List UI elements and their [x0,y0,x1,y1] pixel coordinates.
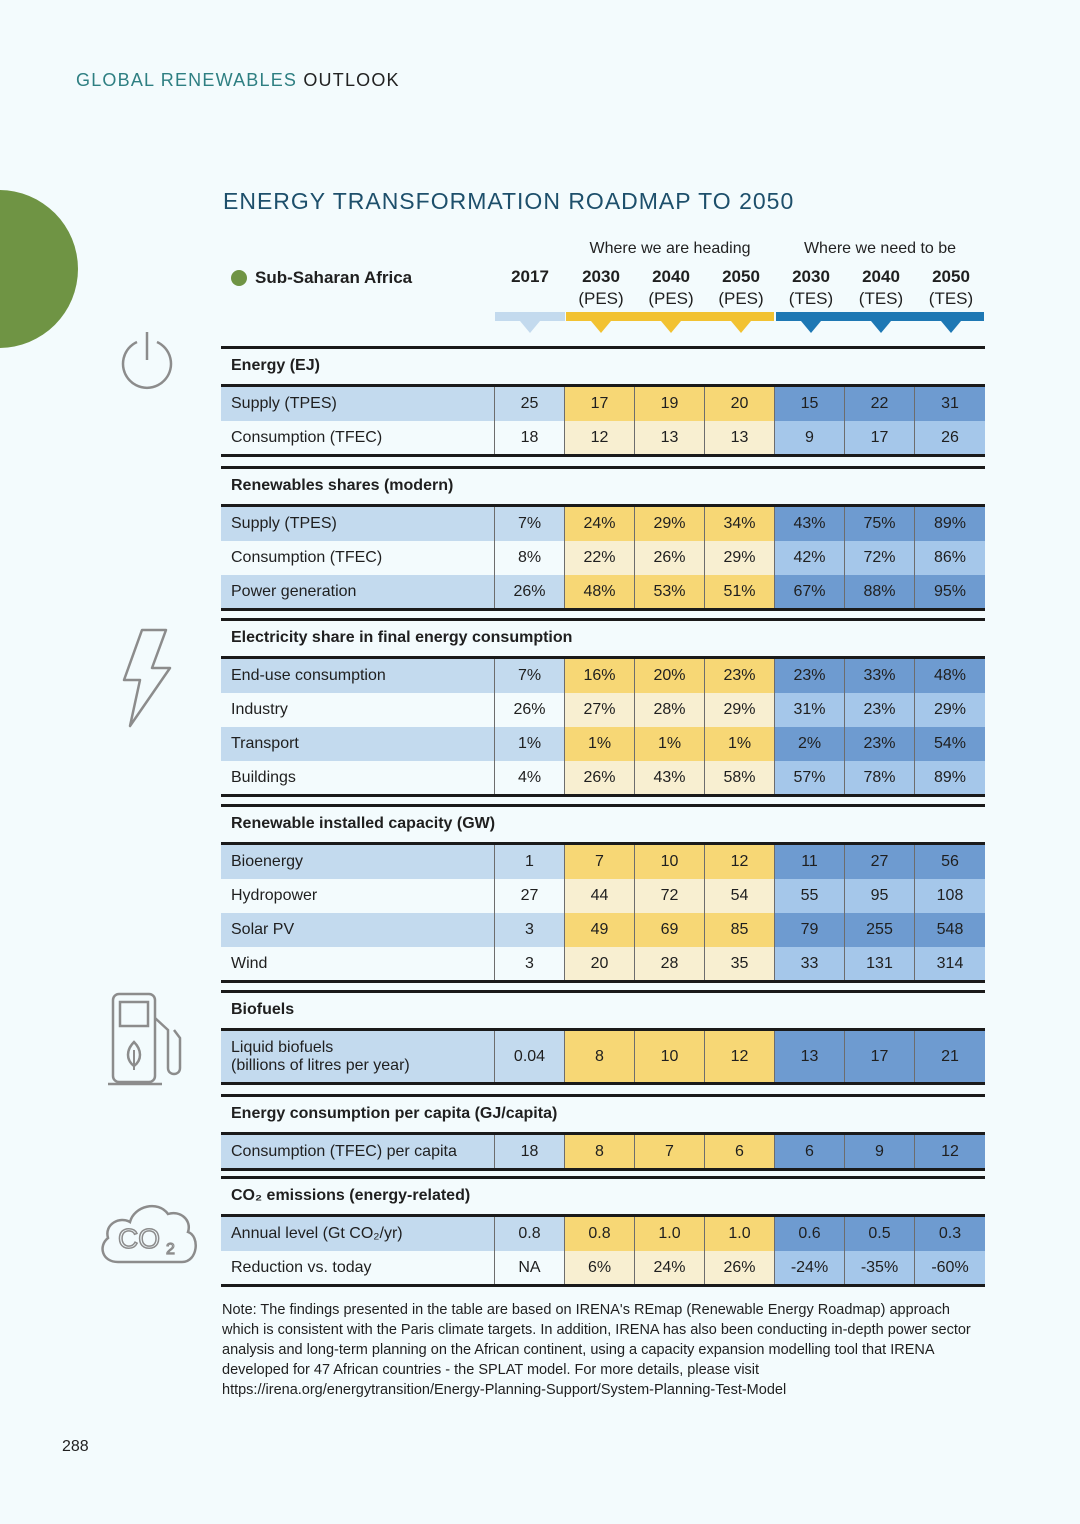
section-divider [221,1094,985,1097]
footnote: Note: The findings presented in the table are based on IRENA's REmap (Renewable Energy Roadmap) approach which is consistent with the Paris climate targets. In addition, IRENA has also been conducting in-depth power sector analysis and long-term planning on the African continent, using a capacity expansion modelling tool that IRENA developed for 47 African countries - the SPLAT model. For more details, please visit https://irena.org/energytransition/Energy-Planning-Support/System-Planning-Test-Model [222,1302,971,1398]
table-cell: 35 [705,947,775,981]
table-row [221,387,985,422]
table-cell: 78% [845,761,915,795]
table-cell: 23% [845,727,915,761]
table-cell: 86% [915,541,985,575]
row-label: Supply (TPES) [221,507,495,541]
table-cell: 1% [705,727,775,761]
header-part2: OUTLOOK [303,70,400,90]
table-cell: 24% [635,1251,705,1285]
table-cell: 20% [635,659,705,693]
column-marker-icon [591,321,611,333]
table-row [221,879,985,914]
table-cell: 6 [705,1135,775,1169]
table-cell: 1.0 [635,1217,705,1251]
column-marker-icon [941,321,961,333]
row-label: Hydropower [221,879,495,913]
year-label: 2030 [792,267,830,286]
svg-text:2: 2 [166,1241,175,1258]
row-label: End-use consumption [221,659,495,693]
table-cell: 21 [915,1031,985,1083]
table-cell: 25 [495,387,565,421]
year-header [566,266,636,310]
table-cell: 2% [775,727,845,761]
year-label: 2040 [652,267,690,286]
table-cell: 1.0 [705,1217,775,1251]
table-cell: 26% [705,1251,775,1285]
table-cell: 31 [915,387,985,421]
year-header [636,266,706,310]
section-divider [221,454,985,457]
table-cell: 255 [845,913,915,947]
table-row [221,693,985,728]
tes-bar [776,312,984,321]
region-dot-icon [231,270,247,286]
table-cell: 7% [495,507,565,541]
page-number: 288 [62,1438,89,1455]
table-cell: 34% [705,507,775,541]
table-cell: 43% [775,507,845,541]
table-cell: 26 [915,421,985,455]
table-cell: 13 [705,421,775,455]
row-label: Bioenergy [221,845,495,879]
row-label: Consumption (TFEC) [221,541,495,575]
scenario-label: (PES) [578,289,624,308]
table-cell: 56 [915,845,985,879]
baseline-bar [495,312,565,321]
table-cell: 20 [565,947,635,981]
table-cell: 20 [705,387,775,421]
table-cell: 27 [495,879,565,913]
table-cell: 67% [775,575,845,609]
table-cell: 0.8 [495,1217,565,1251]
table-cell: 53% [635,575,705,609]
row-label: Transport [221,727,495,761]
section-title: Renewable installed capacity (GW) [231,815,496,832]
table-cell: 17 [845,1031,915,1083]
section-divider [221,608,985,611]
year-header [846,266,916,310]
table-cell: 10 [635,1031,705,1083]
table-cell: 23% [775,659,845,693]
table-cell: 0.6 [775,1217,845,1251]
table-cell: 48% [915,659,985,693]
table-cell: 13 [635,421,705,455]
table-cell: 7% [495,659,565,693]
row-label: Wind [221,947,495,981]
table-cell: 1% [495,727,565,761]
table-cell: 54% [915,727,985,761]
year-label: 2050 [932,267,970,286]
table-cell: 95 [845,879,915,913]
table-cell: 27 [845,845,915,879]
region-name: Sub-Saharan Africa [255,268,413,287]
year-header [495,266,565,288]
table-cell: 19 [635,387,705,421]
table-cell: 29% [705,693,775,727]
table-cell: 54 [705,879,775,913]
table-row [221,761,985,796]
svg-text:CO: CO [118,1223,160,1254]
section-divider [221,1284,985,1287]
table-cell: 24% [565,507,635,541]
table-row [221,947,985,982]
year-label: 2050 [722,267,760,286]
table-cell: 8% [495,541,565,575]
table-cell: 72 [635,879,705,913]
table-cell: 0.5 [845,1217,915,1251]
fuel-pump-icon [108,990,188,1090]
table-cell: 0.04 [495,1031,565,1083]
section-title: Electricity share in final energy consumption [231,629,573,646]
row-label-line: (billions of litres per year) [231,1057,410,1074]
table-cell: 12 [705,1031,775,1083]
table-row [221,1031,985,1084]
table-cell: 9 [775,421,845,455]
table-cell: 8 [565,1031,635,1083]
table-cell: 13 [775,1031,845,1083]
table-cell: 51% [705,575,775,609]
scenario-label: (TES) [858,289,904,308]
table-cell: 1% [635,727,705,761]
header-part1: GLOBAL RENEWABLES [76,70,298,90]
table-cell: -24% [775,1251,845,1285]
table-cell: 72% [845,541,915,575]
column-marker-icon [520,321,540,333]
table-row [221,575,985,610]
section-divider [221,804,985,807]
section-divider [221,618,985,621]
column-marker-icon [731,321,751,333]
table-cell: 88% [845,575,915,609]
section-divider [221,1176,985,1179]
table-cell: 29% [635,507,705,541]
section-title: Energy (EJ) [231,357,320,374]
table-cell: 31% [775,693,845,727]
table-row [221,1251,985,1286]
table-cell: 26% [635,541,705,575]
table-cell: 79 [775,913,845,947]
row-label: Consumption (TFEC) [221,421,495,455]
table-cell: 10 [635,845,705,879]
section-divider [221,466,985,469]
section-divider [221,980,985,983]
table-cell: 108 [915,879,985,913]
table-cell: 18 [495,421,565,455]
year-header [776,266,846,310]
table-cell: 18 [495,1135,565,1169]
table-cell: 44 [565,879,635,913]
table-cell: 29% [705,541,775,575]
scenario-label: (PES) [718,289,764,308]
row-label [221,1031,495,1083]
year-header [916,266,986,310]
table-cell: 69 [635,913,705,947]
table-cell: 6% [565,1251,635,1285]
row-label: Consumption (TFEC) per capita [221,1135,495,1169]
table-cell: 17 [565,387,635,421]
table-row [221,659,985,694]
page-title: ENERGY TRANSFORMATION ROADMAP TO 2050 [223,188,795,214]
table-cell: -35% [845,1251,915,1285]
table-cell: 26% [565,761,635,795]
lightning-icon [122,628,174,730]
table-cell: NA [495,1251,565,1285]
row-label: Buildings [221,761,495,795]
table-cell: 7 [635,1135,705,1169]
table-row [221,507,985,542]
table-cell: 49 [565,913,635,947]
table-cell: 131 [845,947,915,981]
column-marker-icon [871,321,891,333]
table-cell: 8 [565,1135,635,1169]
table-cell: 89% [915,507,985,541]
table-cell: 12 [915,1135,985,1169]
table-row [221,845,985,880]
row-label: Solar PV [221,913,495,947]
co2-cloud-icon [96,1196,200,1268]
table-cell: 9 [845,1135,915,1169]
table-row [221,541,985,576]
row-label: Reduction vs. today [221,1251,495,1285]
table-cell: 26% [495,693,565,727]
row-label: Industry [221,693,495,727]
year-header [706,266,776,310]
section-title: CO₂ emissions (energy-related) [231,1187,471,1204]
section-divider [221,794,985,797]
table-cell: 3 [495,913,565,947]
section-divider [221,1082,985,1085]
table-cell: 48% [565,575,635,609]
table-cell: 0.8 [565,1217,635,1251]
table-row [221,727,985,762]
scenario-label: (TES) [788,289,834,308]
table-cell: 55 [775,879,845,913]
table-cell: 28% [635,693,705,727]
scenario-label: (TES) [928,289,974,308]
table-cell: 26% [495,575,565,609]
table-cell: 16% [565,659,635,693]
table-cell: 27% [565,693,635,727]
table-cell: 28 [635,947,705,981]
table-row [221,913,985,948]
table-cell: 75% [845,507,915,541]
table-cell: 0.3 [915,1217,985,1251]
table-cell: 58% [705,761,775,795]
section-title: Biofuels [231,1001,295,1018]
table-cell: 33 [775,947,845,981]
pes-bar [566,312,774,321]
column-marker-icon [661,321,681,333]
power-icon [118,330,176,390]
table-cell: 29% [915,693,985,727]
section-divider [221,990,985,993]
row-label-line: Liquid biofuels [231,1039,334,1056]
table-cell: 15 [775,387,845,421]
table-cell: 22% [565,541,635,575]
table-cell: 89% [915,761,985,795]
column-marker-icon [801,321,821,333]
section-title: Energy consumption per capita (GJ/capita) [231,1105,558,1122]
table-cell: 4% [495,761,565,795]
table-cell: 42% [775,541,845,575]
table-cell: 11 [775,845,845,879]
decorative-green-circle [0,190,78,348]
table-row [221,1135,985,1170]
year-label: 2017 [511,267,549,286]
year-label: 2040 [862,267,900,286]
table-cell: 12 [705,845,775,879]
region-label [231,268,412,288]
section-divider [221,346,985,349]
table-cell: 95% [915,575,985,609]
table-cell: -60% [915,1251,985,1285]
table-cell: 33% [845,659,915,693]
section-title: Renewables shares (modern) [231,477,454,494]
table-cell: 17 [845,421,915,455]
table-cell: 57% [775,761,845,795]
year-label: 2030 [582,267,620,286]
table-cell: 1 [495,845,565,879]
table-cell: 23% [705,659,775,693]
table-cell: 3 [495,947,565,981]
page-header [76,70,400,91]
table-cell: 1% [565,727,635,761]
group-heading-tes: Where we need to be [803,240,957,257]
table-row [221,421,985,456]
table-cell: 6 [775,1135,845,1169]
section-divider [221,1168,985,1171]
table-cell: 85 [705,913,775,947]
table-cell: 43% [635,761,705,795]
row-label: Annual level (Gt CO₂/yr) [221,1217,495,1251]
group-heading-pes: Where we are heading [589,240,751,257]
table-cell: 23% [845,693,915,727]
table-cell: 22 [845,387,915,421]
table-cell: 7 [565,845,635,879]
scenario-label: (PES) [648,289,694,308]
table-row [221,1217,985,1252]
table-cell: 314 [915,947,985,981]
table-cell: 12 [565,421,635,455]
table-cell: 548 [915,913,985,947]
row-label: Power generation [221,575,495,609]
row-label: Supply (TPES) [221,387,495,421]
